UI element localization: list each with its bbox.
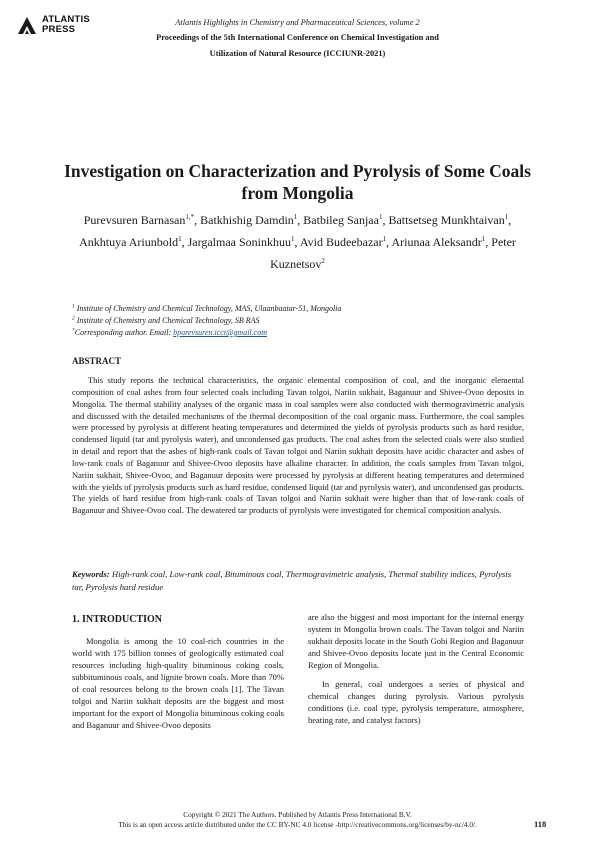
intro-paragraph-1: Mongolia is among the 10 coal-rich countries in the world with 175 billion tonnes of geologically estimated coal resources including high-quality bituminous coking coals, subbituminous coals, and lignite brown coals. More than 70% of coal resources belong to the brown coals [1]. The Tavan tolgoi and Nariin sukhait deposits are the biggest and most important for the export of Mongolia bituminous coking coals and Baganuur and Shivee-Ovoo deposits bbox=[72, 636, 284, 730]
author-name: Purevsuren Barnasan bbox=[83, 213, 186, 227]
left-column bbox=[72, 636, 284, 732]
author bbox=[188, 235, 300, 249]
corresponding-author bbox=[72, 327, 532, 339]
intro-paragraph-2: In general, coal undergoes a series of physical and chemical changes during pyrolysis. Various pyrolysis conditions (i.e. coal type, pyrolysis temperature, atmosphere, heating rate, and catalyst factors) bbox=[308, 678, 524, 725]
affiliation-1 bbox=[72, 303, 532, 315]
keywords bbox=[72, 568, 524, 593]
atlantis-press-logo-icon bbox=[16, 14, 38, 36]
affiliation-2-marker: 2 bbox=[72, 315, 75, 322]
author bbox=[303, 213, 388, 227]
author-affiliation-marker: 1 bbox=[504, 213, 509, 221]
author-separator: , bbox=[508, 213, 512, 227]
author-affiliation-marker: 1 bbox=[178, 235, 182, 243]
corresponding-marker: * bbox=[72, 327, 75, 334]
series-title: Atlantis Highlights in Chemistry and Pharmaceutical Sciences, volume 2 bbox=[175, 18, 420, 27]
abstract-text: This study reports the technical characteristics, the organic elemental composition of coal, and the inorganic elemental composition of coal ashes from four selected coals including Tavan tolgoi, Nariin sukhait, Baganuur and Shivee-Ovoo deposits in Mongolia. The thermal stability analyses of the organic mass in coal samples were also conducted with thermogravimetric analysis and discussed with the detailed mechanisms of the thermal decomposition of the coal organic mass. Furthermore, the coal samples were processed by pyrolysis at different heating temperatures and determined the yields of pyrolysis products such as hard residue, condensed liquid (tar and pyrolysis water), and uncondensed gas products. The coal ashes from the selected coals were also studied in detail and report that the ashes of high-rank coals of Tavan tolgoi and Nariin sukhait deposits have acidic character and ashes of low-rank coals of Baganuur and Shivee-Ovoo deposits have alkaline character. In addition, the coals samples from Tavan tolgoi, Nariin sukhait, Shivee-Ovoo, and Baganuur deposits were processed by pyrolysis at different heating temperatures and determined with the yields of pyrolysis products such as hard residue, condensed liquid (tar and pyrolysis water), and uncondensed gas products. The yields of hard residue from high-rank coals of Tavan tolgoi and Nariin sukhait were higher than that of low-rank coals of Baganuur and Shivee-Ovoo coal. The dewatered tar products of pyrolysis were investigated for chemical composition analysis. bbox=[72, 375, 524, 516]
affiliation-1-text: Institute of Chemistry and Chemical Technology, MAS, Ulaanbaatar-51, Mongolia bbox=[74, 304, 342, 313]
author-name: Avid Budeebazar bbox=[299, 235, 383, 249]
author-affiliation-marker: 1 bbox=[378, 213, 383, 221]
author-affiliation-marker: 1 bbox=[382, 235, 387, 243]
author bbox=[300, 235, 392, 249]
author-name: Batkhishig Damdin bbox=[200, 213, 294, 227]
author-affiliation-marker: 2 bbox=[321, 257, 325, 265]
license-line: This is an open access article distributed under the CC BY-NC 4.0 license -http://creativecommons.org/licenses/by-nc/4.0/. bbox=[118, 820, 477, 829]
affiliation-2-text: Institute of Chemistry and Chemical Technology, SB RAS bbox=[74, 316, 260, 325]
corresponding-text: Corresponding author. Email: bbox=[74, 328, 174, 337]
affiliation-1-marker: 1 bbox=[72, 303, 75, 310]
author-separator: , bbox=[297, 213, 304, 227]
author bbox=[200, 213, 303, 227]
author-name: Battsetseg Munkhtaivan bbox=[388, 213, 505, 227]
author-affiliation-marker: 1,* bbox=[185, 213, 195, 221]
author-affiliation-marker: 1 bbox=[481, 235, 486, 243]
author-name: Ankhtuya Ariunbold bbox=[79, 235, 179, 249]
author-separator: , bbox=[386, 235, 392, 249]
page-number: 118 bbox=[534, 819, 547, 829]
paper-title: Investigation on Characterization and Pyrolysis of Some Coals from Mongolia bbox=[64, 161, 531, 203]
email-link[interactable]: bpurevsuren.icct@gmail.com bbox=[173, 328, 267, 337]
author-name: Batbileg Sanjaa bbox=[303, 213, 379, 227]
keywords-text: High-rank coal, Low-rank coal, Bituminous coal, Thermogravimetric analysis, Thermal stability indices, Pyrolysis tar, Pyrolysis hard residue bbox=[72, 569, 512, 592]
proceedings-line-1: Proceedings of the 5th International Conference on Chemical Investigation and bbox=[156, 33, 439, 42]
right-column bbox=[308, 612, 524, 727]
author-name: Jargalmaa Soninkhuu bbox=[187, 235, 292, 249]
logo-line-1: ATLANTIS bbox=[42, 14, 90, 25]
author-separator: , bbox=[194, 213, 201, 227]
section-heading: 1. INTRODUCTION bbox=[72, 614, 163, 625]
author-separator: , bbox=[382, 213, 389, 227]
logo-line-2: PRESS bbox=[42, 24, 76, 35]
copyright-line: Copyright © 2021 The Authors. Published by Atlantis Press International B.V. bbox=[183, 810, 412, 819]
author bbox=[79, 235, 188, 249]
keywords-label: Keywords: bbox=[72, 569, 110, 579]
intro-paragraph-continued: are also the biggest and most important for the internal energy system in Mongolia brown coals. The Tavan tolgoi and Nariin sukhait deposits locate in the South Gobi Region and Baganuur and Shivee-Ovoo deposits locate just in the Central Economic Region of Mongolia. bbox=[308, 612, 524, 670]
author-name: Ariunaa Aleksandr bbox=[391, 235, 482, 249]
proceedings-line-2: Utilization of Natural Resource (ICCIUNR-2021) bbox=[209, 49, 386, 58]
author-affiliation-marker: 1 bbox=[291, 235, 295, 243]
author bbox=[388, 213, 511, 227]
author-affiliation-marker: 1 bbox=[293, 213, 298, 221]
affiliation-2 bbox=[72, 315, 532, 327]
author-name: Peter Kuznetsov bbox=[270, 235, 516, 271]
author-separator: , bbox=[294, 235, 300, 249]
author-separator: , bbox=[181, 235, 188, 249]
author bbox=[391, 235, 491, 249]
abstract-heading: ABSTRACT bbox=[72, 356, 122, 366]
author-list bbox=[60, 209, 535, 275]
author-separator: , bbox=[485, 235, 492, 249]
author bbox=[84, 213, 200, 227]
